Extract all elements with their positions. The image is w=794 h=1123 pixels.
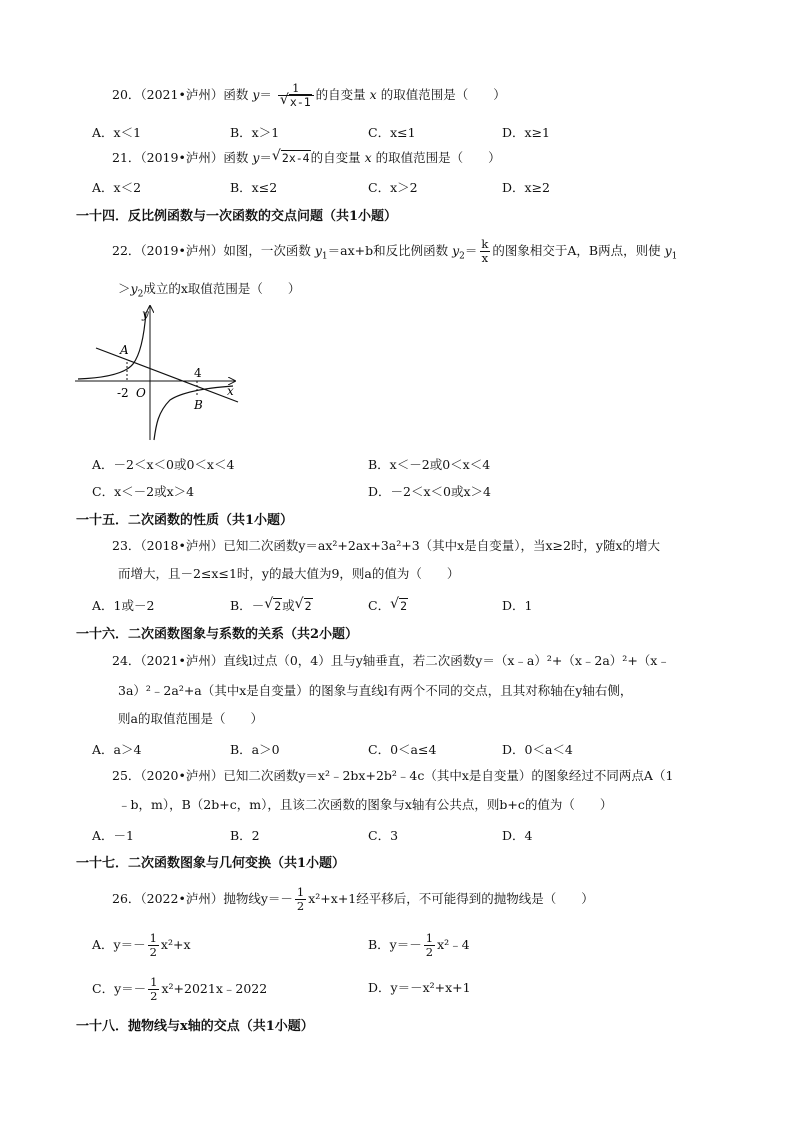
q26-option-a-prefix: A．y＝－	[92, 937, 146, 952]
q22-graph	[70, 300, 240, 445]
graph-label-y: y	[142, 307, 149, 321]
q25-stem-line1: 25．（2020•泸州）已知二次函数y＝x²﹣2bx+2b²﹣4c（其中x是自变量）的图象经过不同两点A（1	[112, 768, 674, 783]
q26-option-a-fraction	[148, 932, 159, 959]
q26-denominator: 2	[296, 899, 305, 913]
q21-option-a: A．x＜2	[92, 180, 142, 195]
q25-option-b: B．2	[230, 828, 260, 843]
q23-option-b	[230, 596, 313, 614]
q23-option-b-radical-1: √ 2	[264, 596, 282, 613]
q26-option-b-suffix: x²﹣4	[437, 937, 470, 952]
q23-option-c-radical: √ 2	[390, 596, 408, 613]
q23-option-b-prefix: B．	[230, 598, 252, 613]
q22-sub2: 2	[459, 251, 465, 262]
q24-stem-line2: 3a）²﹣2a²+a（其中x是自变量）的图象与直线l有两个不同的交点，且其对称轴在y轴右侧，	[118, 683, 633, 698]
q21-y: y	[252, 150, 260, 165]
q20-option-c: C．x≤1	[368, 125, 416, 140]
q22-y2: y	[452, 243, 460, 258]
q21-suffix-a: 的自变量	[310, 150, 361, 165]
q24-option-c: C．0＜a≤4	[368, 742, 437, 757]
q26-option-a-suffix: x²+x	[160, 937, 191, 952]
q25-stem-line2: ﹣b，m），B（2b+c，m），且该二次函数的图象与x轴有公共点，则b+c的值为（ ）	[118, 797, 613, 812]
q26-option-c-prefix: C．y＝－	[92, 981, 147, 996]
q26-option-c-fraction	[148, 976, 159, 1003]
section-15-heading: 一十五．二次函数的性质（共1小题）	[76, 513, 294, 528]
q26-option-a-numerator: 1	[149, 931, 157, 945]
q20-suffix-b: 的取值范围是（ ）	[380, 87, 506, 102]
q20-y: y	[252, 87, 260, 102]
graph-label-a: A	[120, 343, 129, 357]
q23-stem-line1: 23．（2018•泸州）已知二次函数y＝ax²+2ax+3a²+3（其中x是自变量），当x≥2时，y随x的增大	[112, 538, 661, 553]
q20-option-d: D．x≥1	[502, 125, 550, 140]
q20-x: x	[369, 87, 377, 102]
q24-stem-line3: 则a的取值范围是（ ）	[118, 711, 263, 726]
q22-fraction	[479, 238, 490, 265]
q22-sub2b: 2	[137, 289, 144, 300]
q23-option-b-minus: －	[251, 598, 265, 613]
q21-option-b: B．x≤2	[230, 180, 278, 195]
q26-option-c-numerator: 1	[150, 975, 158, 989]
q24-option-b: B．a＞0	[230, 742, 280, 757]
q22-option-c: C．x＜－2或x＞4	[92, 484, 195, 499]
q21-option-d: D．x≥2	[502, 180, 550, 195]
q23-option-b-radicand-1: 2	[274, 599, 282, 613]
q26-option-d: D．y＝－x²+x+1	[368, 980, 471, 995]
q21-radical: √ 2x-4	[271, 148, 310, 165]
q26-option-b	[368, 932, 470, 959]
q22-denominator: x	[481, 251, 489, 265]
q23-option-d: D．1	[502, 598, 533, 613]
q21-x: x	[364, 150, 372, 165]
q20-denominator	[278, 92, 314, 109]
q23-option-b-radicand-2: 2	[304, 599, 312, 613]
hyperbola-upper-branch	[78, 312, 146, 379]
graph-label-origin: O	[136, 386, 146, 400]
q26-option-c	[92, 976, 267, 1003]
section-18-heading: 一十八．抛物线与x轴的交点（共1小题）	[76, 1019, 314, 1034]
graph-tick-neg2: -2	[117, 386, 129, 400]
q20-stem	[112, 82, 506, 109]
q26-prefix: 26．（2022•泸州）抛物线y＝－	[112, 891, 293, 906]
graph-label-b: B	[194, 398, 203, 412]
q23-option-a: A．1或－2	[92, 598, 155, 613]
q23-option-c-radicand: 2	[400, 599, 408, 613]
hyperbola-lower-branch	[154, 386, 233, 440]
q20-radical: √ x-1	[279, 92, 311, 109]
q26-numerator: 1	[296, 885, 305, 899]
q26-option-b-prefix: B．y＝－	[368, 937, 422, 952]
section-16-heading: 一十六．二次函数图象与系数的关系（共2小题）	[76, 627, 359, 642]
q21-radicand: 2x-4	[281, 151, 310, 165]
q22-text-c: 的图象相交于A，B两点，则使	[492, 243, 661, 258]
q26-option-a	[92, 932, 191, 959]
q21-option-c: C．x＞2	[368, 180, 418, 195]
q20-fraction	[278, 82, 314, 109]
graph-tick-4: 4	[194, 366, 202, 380]
q25-option-d: D．4	[502, 828, 533, 843]
q22-text-a: 22．（2019•泸州）如图，一次函数	[112, 243, 311, 258]
q22-text-d: 成立的x取值范围是（ ）	[143, 281, 301, 296]
q23-option-b-or: 或	[282, 598, 295, 613]
q20-prefix: 20．（2021•泸州）函数	[112, 87, 249, 102]
q25-option-c: C．3	[368, 828, 399, 843]
q22-gt: ＞	[118, 281, 131, 296]
section-14-heading: 一十四．反比例函数与一次函数的交点问题（共1小题）	[76, 209, 398, 224]
graph-label-x: x	[227, 384, 234, 398]
q20-radicand: x-1	[289, 95, 311, 109]
q21-prefix: 21．（2019•泸州）函数	[112, 150, 249, 165]
q20-option-a: A．x＜1	[92, 125, 142, 140]
q26-suffix: x²+x+1经平移后，不可能得到的抛物线是（ ）	[308, 891, 594, 906]
q20-numerator: 1	[292, 81, 300, 95]
q22-option-b: B．x＜－2或0＜x＜4	[368, 457, 491, 472]
q25-option-a: A．－1	[92, 828, 134, 843]
q20-eq: ＝	[259, 87, 272, 102]
q22-y2b: y	[130, 281, 138, 296]
q23-option-b-radical-2: √ 2	[294, 596, 312, 613]
q22-y1b: y	[664, 243, 672, 258]
q26-option-a-denominator: 2	[149, 945, 157, 959]
q22-stem-line1	[112, 238, 677, 265]
q26-option-c-suffix: x²+2021x﹣2022	[161, 981, 268, 996]
q23-option-c	[368, 596, 408, 614]
q23-option-c-prefix: C．	[368, 598, 391, 613]
q22-y1: y	[314, 243, 322, 258]
q23-stem-line2: 而增大，且－2≤x≤1时，y的最大值为9，则a的值为（ ）	[118, 566, 460, 581]
q26-stem	[112, 886, 594, 913]
q22-option-d: D．－2＜x＜0或x＞4	[368, 484, 491, 499]
q26-option-b-fraction	[424, 932, 435, 959]
q22-option-a: A．－2＜x＜0或0＜x＜4	[92, 457, 235, 472]
q22-sub1: 1	[321, 251, 328, 262]
q24-stem-line1: 24．（2021•泸州）直线l过点（0，4）且与y轴垂直，若二次函数y＝（x﹣a）²+（x﹣2a）²+（x﹣	[112, 653, 670, 668]
q22-numerator: k	[481, 237, 489, 251]
q26-fraction	[295, 886, 306, 913]
q20-suffix-a: 的自变量	[315, 87, 366, 102]
q24-option-a: A．a＞4	[92, 742, 142, 757]
q22-eq: ＝	[464, 243, 478, 258]
q21-stem	[112, 150, 501, 166]
section-17-heading: 一十七．二次函数图象与几何变换（共1小题）	[76, 856, 346, 871]
q22-text-b: ＝ax+b和反比例函数	[327, 243, 449, 258]
q24-option-d: D．0＜a＜4	[502, 742, 573, 757]
q26-option-c-denominator: 2	[150, 989, 158, 1003]
q26-option-b-denominator: 2	[425, 945, 434, 959]
q20-option-b: B．x＞1	[230, 125, 280, 140]
q26-option-b-numerator: 1	[425, 931, 434, 945]
q21-eq: ＝	[259, 150, 272, 165]
q21-suffix-b: 的取值范围是（ ）	[375, 150, 501, 165]
q22-sub1b: 1	[671, 251, 678, 262]
